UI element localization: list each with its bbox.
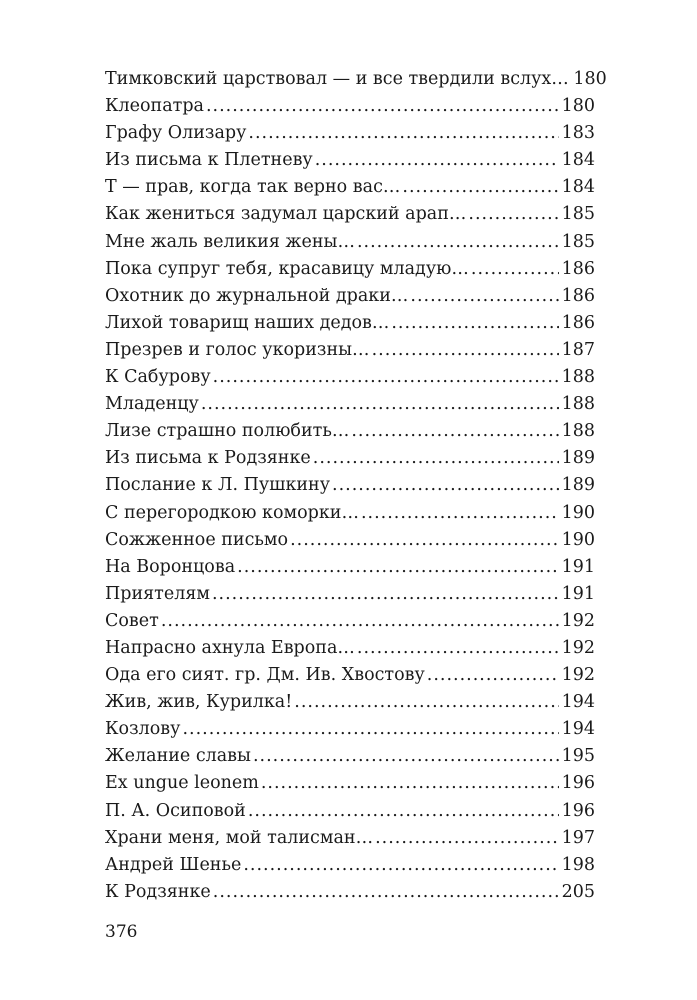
toc-entry[interactable] xyxy=(105,581,595,608)
toc-entry-title: Младенцу xyxy=(105,394,199,415)
toc-leader-dots xyxy=(468,201,559,228)
toc-entry[interactable] xyxy=(105,283,595,310)
toc-entry-title: Из письма к Родзянке xyxy=(105,448,311,469)
toc-entry-title: Пока супруг тебя, красавицу младую… xyxy=(105,258,469,279)
toc-entry-page: 196 xyxy=(561,800,595,821)
toc-entry-page: 187 xyxy=(561,339,595,360)
toc-entry-title: Тимковский царствовал — и все твердили вслух… xyxy=(105,69,569,89)
toc-leader-dots xyxy=(410,283,559,310)
toc-entry-page: 180 xyxy=(573,69,607,89)
toc-entry-title: Жив, жив, Курилка! xyxy=(105,692,293,713)
toc-entry-page: 188 xyxy=(561,367,595,388)
toc-entry-title: С перегородкою коморки… xyxy=(105,502,359,523)
toc-entry[interactable] xyxy=(105,500,595,527)
toc-entry[interactable] xyxy=(105,608,595,635)
toc-leader-dots xyxy=(206,93,559,120)
toc-entry[interactable] xyxy=(105,798,595,825)
toc-entry-title: Напрасно ахнула Европа… xyxy=(105,637,355,658)
toc-entry[interactable] xyxy=(105,391,595,418)
toc-entry-title: Сожженное письмо xyxy=(105,529,289,550)
toc-entry[interactable] xyxy=(105,527,595,554)
toc-entry[interactable] xyxy=(105,364,595,391)
toc-entry-page: 185 xyxy=(561,204,595,225)
toc-entry-title: Т — прав, когда так верно вас… xyxy=(105,177,401,198)
toc-leader-dots xyxy=(253,743,559,770)
toc-entry-page: 189 xyxy=(561,475,595,496)
toc-entry-title: Мне жаль великия жены… xyxy=(105,231,355,252)
toc-entry-title: Андрей Шенье xyxy=(105,854,242,875)
toc-entry-page: 194 xyxy=(561,719,595,740)
toc-entry-page: 184 xyxy=(561,177,595,198)
toc-entry-page: 195 xyxy=(561,746,595,767)
toc-entry-page: 184 xyxy=(561,150,595,171)
toc-entry[interactable] xyxy=(105,472,595,499)
toc-leader-dots xyxy=(313,445,559,472)
toc-entry[interactable] xyxy=(105,418,595,445)
toc-entry-page: 186 xyxy=(561,285,595,306)
page-number: 376 xyxy=(105,922,138,942)
toc-leader-dots xyxy=(391,310,559,337)
table-of-contents xyxy=(105,66,607,906)
toc-leader-dots xyxy=(357,229,559,256)
toc-entry-title: Послание к Л. Пушкину xyxy=(105,475,331,496)
toc-entry-title: Храни меня, мой талисман… xyxy=(105,827,374,848)
toc-entry[interactable] xyxy=(105,689,595,716)
toc-entry[interactable] xyxy=(105,662,595,689)
toc-entry[interactable] xyxy=(105,229,595,256)
toc-entry-page: 180 xyxy=(561,96,595,117)
toc-entry[interactable] xyxy=(105,716,595,743)
toc-entry[interactable] xyxy=(105,852,595,879)
toc-entry[interactable] xyxy=(105,201,595,228)
toc-leader-dots xyxy=(248,120,559,147)
toc-entry-title: Графу Олизару xyxy=(105,123,247,144)
toc-entry-title: Охотник до журнальной драки… xyxy=(105,285,409,306)
toc-entry[interactable] xyxy=(105,174,595,201)
toc-leader-dots xyxy=(351,418,559,445)
toc-entry-title: Ex ungue leonem xyxy=(105,773,259,794)
toc-entry-page: 192 xyxy=(561,637,595,658)
toc-leader-dots xyxy=(213,364,559,391)
toc-leader-dots xyxy=(290,527,559,554)
toc-entry-page: 190 xyxy=(561,502,595,523)
toc-leader-dots xyxy=(237,554,559,581)
toc-entry-title: Презрев и голос укоризны… xyxy=(105,339,370,360)
toc-entry[interactable] xyxy=(105,825,595,852)
toc-entry-page: 197 xyxy=(561,827,595,848)
toc-entry-page: 188 xyxy=(561,394,595,415)
toc-entry-page: 192 xyxy=(561,665,595,686)
toc-entry[interactable] xyxy=(105,256,595,283)
toc-leader-dots xyxy=(243,852,559,879)
toc-entry-page: 186 xyxy=(561,258,595,279)
toc-leader-dots xyxy=(201,391,559,418)
toc-entry-title: Козлову xyxy=(105,719,181,740)
toc-entry[interactable] xyxy=(105,445,595,472)
toc-entry-page: 194 xyxy=(561,692,595,713)
toc-leader-dots xyxy=(332,472,559,499)
toc-entry-title: К Родзянке xyxy=(105,881,211,902)
toc-entry[interactable] xyxy=(105,879,595,906)
toc-entry-page: 191 xyxy=(561,556,595,577)
toc-leader-dots xyxy=(294,689,559,716)
toc-entry-title: П. А. Осиповой xyxy=(105,800,246,821)
toc-entry-page: 189 xyxy=(561,448,595,469)
toc-leader-dots xyxy=(213,879,559,906)
toc-entry[interactable] xyxy=(105,66,607,93)
toc-entry[interactable] xyxy=(105,120,595,147)
toc-leader-dots xyxy=(182,716,559,743)
toc-entry-page: 190 xyxy=(561,529,595,550)
toc-leader-dots xyxy=(212,581,559,608)
toc-leader-dots xyxy=(402,174,559,201)
toc-entry-title: На Воронцова xyxy=(105,556,236,577)
toc-entry-page: 191 xyxy=(561,583,595,604)
toc-entry[interactable] xyxy=(105,635,595,662)
toc-entry-page: 205 xyxy=(561,881,595,902)
toc-leader-dots xyxy=(375,825,559,852)
toc-entry[interactable] xyxy=(105,93,595,120)
toc-entry-title: Совет xyxy=(105,610,159,631)
toc-leader-dots xyxy=(372,337,559,364)
toc-entry-title: Желание славы xyxy=(105,746,251,767)
toc-leader-dots xyxy=(161,608,559,635)
toc-entry-page: 192 xyxy=(561,610,595,631)
toc-leader-dots xyxy=(361,500,559,527)
toc-leader-dots xyxy=(261,770,559,797)
toc-entry[interactable] xyxy=(105,770,595,797)
toc-leader-dots xyxy=(427,662,559,689)
toc-entry[interactable] xyxy=(105,147,595,174)
toc-entry-title: Приятелям xyxy=(105,583,210,604)
toc-entry-page: 196 xyxy=(561,773,595,794)
toc-entry[interactable] xyxy=(105,554,595,581)
toc-entry[interactable] xyxy=(105,310,595,337)
toc-entry-page: 186 xyxy=(561,312,595,333)
toc-entry-title: Клеопатра xyxy=(105,96,204,117)
toc-entry-page: 185 xyxy=(561,231,595,252)
toc-entry-title: Лихой товарищ наших дедов… xyxy=(105,312,390,333)
toc-entry-title: К Сабурову xyxy=(105,367,211,388)
toc-entry[interactable] xyxy=(105,743,595,770)
toc-entry-page: 188 xyxy=(561,421,595,442)
toc-entry-title: Ода его сият. гр. Дм. Ив. Хвостову xyxy=(105,665,425,686)
toc-entry-title: Лизе страшно полюбить… xyxy=(105,421,350,442)
toc-entry-title: Как жениться задумал царский арап… xyxy=(105,204,467,225)
toc-leader-dots xyxy=(471,256,559,283)
toc-entry-title: Из письма к Плетневу xyxy=(105,150,313,171)
toc-leader-dots xyxy=(248,798,559,825)
toc-leader-dots xyxy=(315,147,559,174)
toc-leader-dots xyxy=(357,635,559,662)
toc-entry-page: 198 xyxy=(561,854,595,875)
toc-entry-page: 183 xyxy=(561,123,595,144)
toc-entry[interactable] xyxy=(105,337,595,364)
